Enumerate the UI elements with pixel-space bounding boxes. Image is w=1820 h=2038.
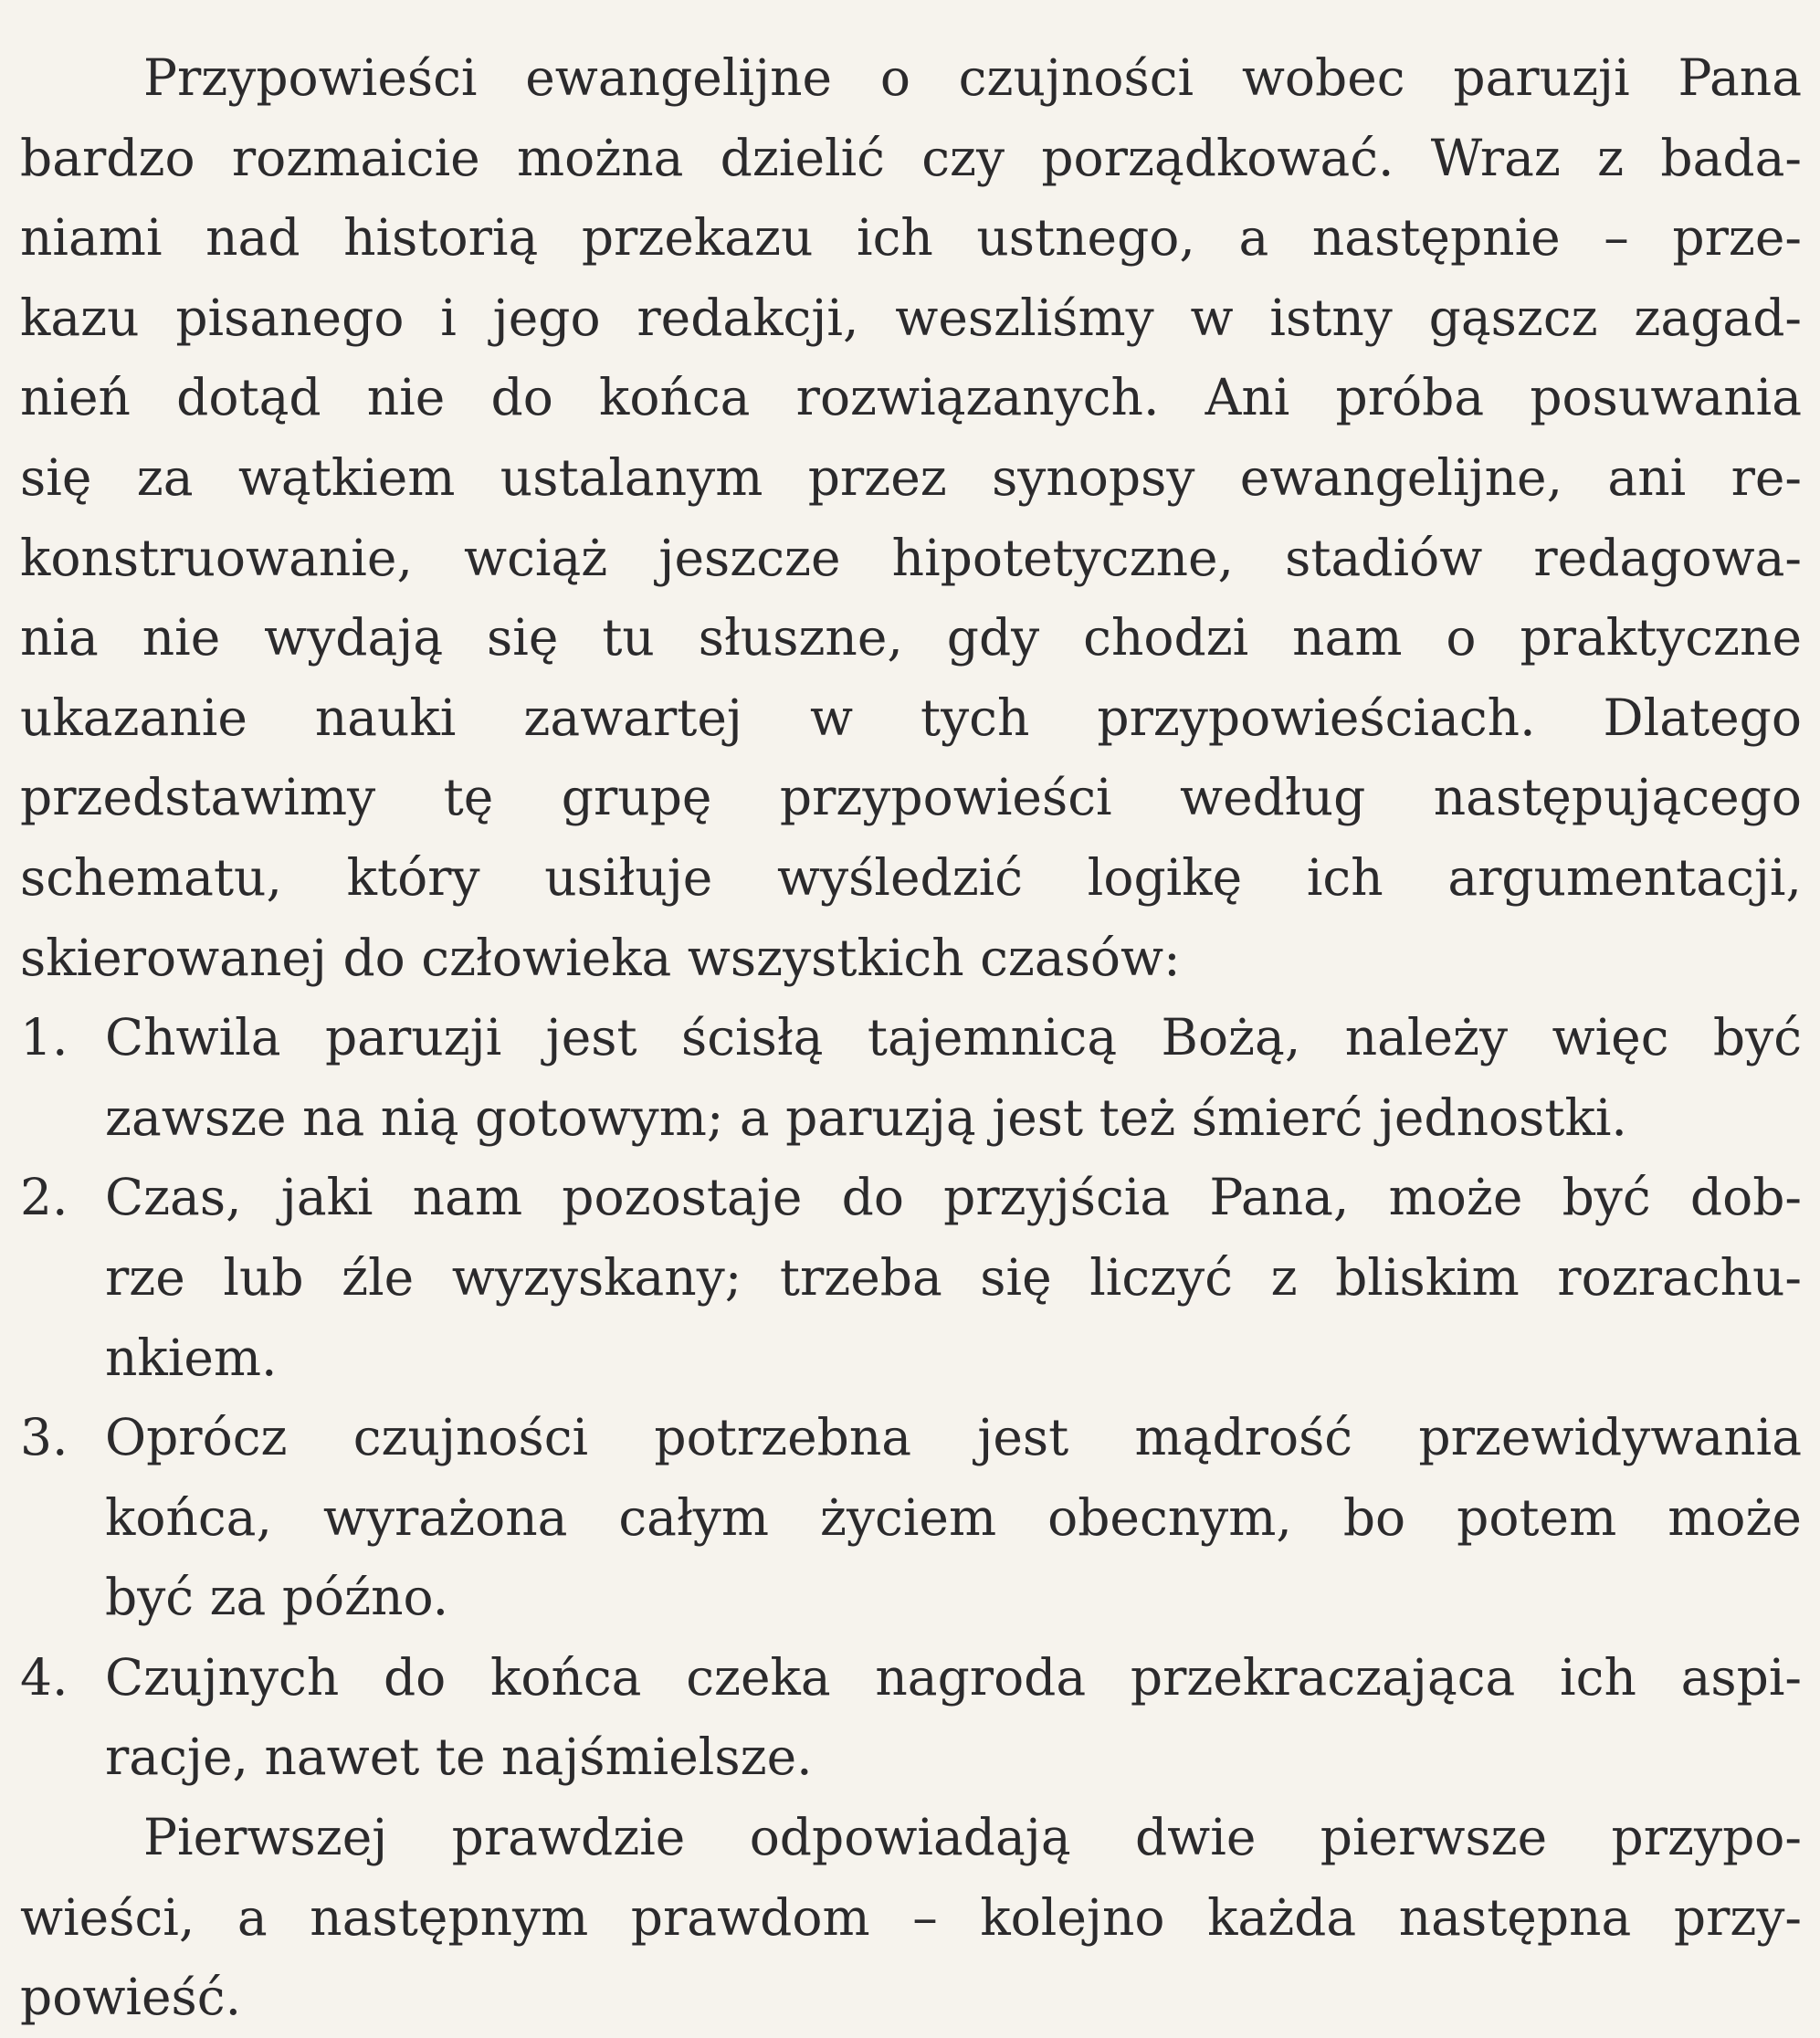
text-line: skierowanej do człowieka wszystkich czasów:: [20, 928, 1181, 987]
list-text: Oprócz czujności potrzebna jest mądrość przewidywania: [105, 1408, 1802, 1467]
text-line: niami nad historią przekazu ich ustnego, a następnie – prze-: [20, 208, 1802, 268]
text-line: [20, 1158, 1802, 1238]
list-number: 3.: [20, 1408, 68, 1467]
list-item: [20, 1158, 1802, 1398]
text-line: kazu pisanego i jego redakcji, weszliśmy w istny gąszcz zagad-: [20, 288, 1802, 347]
text-line: nia nie wydają się tu słuszne, gdy chodzi nam o praktyczne: [20, 608, 1802, 667]
list-text: Czas, jaki nam pozostaje do przyjścia Pana, może być dob-: [105, 1168, 1802, 1227]
list-number: 1.: [20, 1008, 68, 1067]
text-line: być za późno.: [105, 1568, 449, 1627]
text-line: ukazanie nauki zawartej w tych przypowieściach. Dlatego: [20, 688, 1802, 747]
text-line: Przypowieści ewangelijne o czujności wobec paruzji Pana: [143, 48, 1802, 107]
text-line: przedstawimy tę grupę przypowieści według następującego: [20, 768, 1802, 827]
text-line: nkiem.: [105, 1328, 278, 1387]
text-line: rze lub źle wyzyskany; trzeba się liczyć z bliskim rozrachu-: [105, 1247, 1802, 1307]
text-line: [20, 1398, 1802, 1478]
text-line: konstruowanie, wciąż jeszcze hipotetyczne, stadiów redagowa-: [20, 528, 1802, 587]
paragraph-intro: [20, 38, 1802, 998]
text-line: [20, 998, 1802, 1078]
list-item: [20, 998, 1802, 1158]
list-number: 4.: [20, 1647, 68, 1707]
text-line: racje, nawet te najśmielsze.: [105, 1728, 813, 1787]
text-line: powieść.: [20, 1968, 242, 2027]
text-line: Pierwszej prawdzie odpowiadają dwie pierwsze przypo-: [143, 1808, 1802, 1867]
text-line: bardzo rozmaicie można dzielić czy porządkować. Wraz z bada-: [20, 128, 1802, 187]
paragraph-conclusion: [20, 1798, 1802, 2038]
list-item: [20, 1638, 1802, 1798]
numbered-list: [20, 998, 1802, 1798]
text-line: [20, 1638, 1802, 1718]
text-line: się za wątkiem ustalanym przez synopsy ewangelijne, ani re-: [20, 447, 1802, 507]
text-line: wieści, a następnym prawdom – kolejno każda następna przy-: [20, 1887, 1802, 1947]
text-line: nień dotąd nie do końca rozwiązanych. Ani próba posuwania: [20, 368, 1802, 427]
text-line: końca, wyrażona całym życiem obecnym, bo potem może: [105, 1487, 1802, 1547]
text-line: zawsze na nią gotowym; a paruzją jest też śmierć jednostki.: [105, 1087, 1627, 1147]
list-item: [20, 1398, 1802, 1638]
list-text: Czujnych do końca czeka nagroda przekraczająca ich aspi-: [105, 1647, 1802, 1707]
list-number: 2.: [20, 1168, 68, 1227]
text-line: schematu, który usiłuje wyśledzić logikę ich argumentacji,: [20, 847, 1802, 907]
list-text: Chwila paruzji jest ścisłą tajemnicą Bożą, należy więc być: [105, 1008, 1802, 1067]
